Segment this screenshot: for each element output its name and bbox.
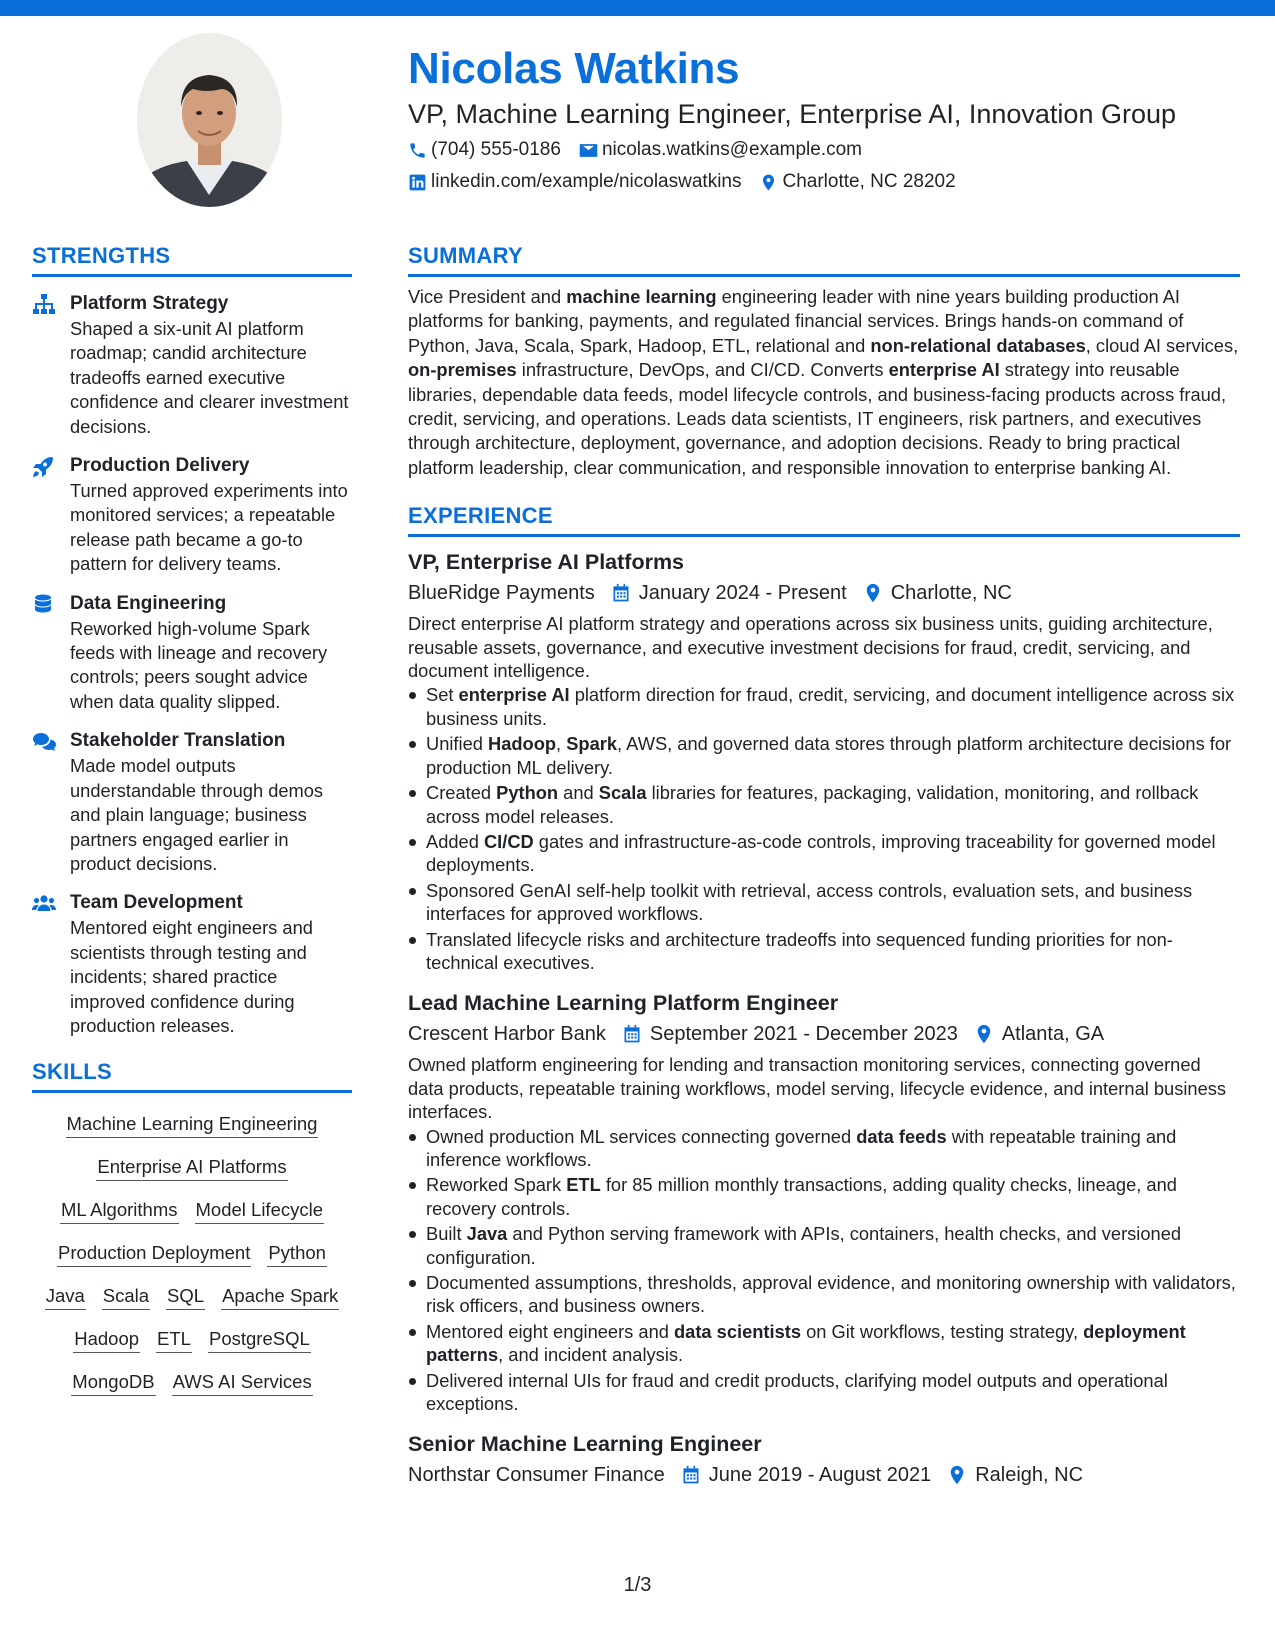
calendar-icon [622, 1024, 642, 1044]
job-location: Raleigh, NC [947, 1460, 1083, 1490]
contact-row-2 [408, 168, 1238, 196]
job-company: Northstar Consumer Finance [408, 1464, 665, 1487]
profile-photo-illustration [137, 33, 282, 207]
strength-item [32, 728, 352, 876]
skill-tag: AWS AI Services [172, 1369, 313, 1396]
rocket-icon [32, 456, 56, 478]
strength-desc: Shaped a six-unit AI platform roadmap; candid architecture tradeoffs earned executive confidence and clearer investment decisions. [70, 318, 349, 437]
strength-desc: Turned approved experiments into monitored services; a repeatable release path became a go-to pattern for delivery teams. [70, 480, 348, 575]
skill-row [63, 1369, 320, 1396]
left-column [32, 242, 352, 1412]
page-number: 1/3 [623, 1574, 652, 1596]
strength-title: Production Delivery [70, 455, 250, 477]
job-dates: June 2019 - August 2021 [681, 1460, 931, 1490]
skill-tag: ETL [156, 1326, 192, 1353]
job-title: Lead Machine Learning Platform Engineer [408, 991, 839, 1016]
job-bullet: Owned production ML services connecting governed data feeds with repeatable training and inference workflows. [408, 1125, 1240, 1172]
job-meta [408, 578, 1240, 608]
linkedin-contact[interactable] [408, 168, 741, 196]
job-title: VP, Enterprise AI Platforms [408, 550, 685, 575]
job-entry [408, 547, 1240, 974]
job-bullet: Reworked Spark ETL for 85 million monthly transactions, adding quality checks, lineage, and recovery controls. [408, 1173, 1240, 1220]
strengths-list [32, 291, 352, 1038]
calendar-icon [611, 583, 631, 603]
skill-tag: SQL [166, 1283, 205, 1310]
users-icon [32, 893, 56, 915]
job-bullets [408, 1125, 1240, 1416]
skill-tag: ML Algorithms [60, 1197, 179, 1224]
job-meta [408, 1460, 1240, 1490]
experience-heading: EXPERIENCE [408, 502, 1240, 537]
location-text: Charlotte, NC 28202 [782, 171, 956, 192]
map-pin-icon [974, 1024, 994, 1044]
skill-tag: Apache Spark [221, 1283, 339, 1310]
skills-list [32, 1111, 352, 1412]
skill-tag: Machine Learning Engineering [66, 1111, 319, 1138]
skills-heading: SKILLS [32, 1058, 352, 1093]
job-bullet: Unified Hadoop, Spark, AWS, and governed data stores through platform architecture decisions for production ML delivery. [408, 732, 1240, 779]
phone-contact[interactable] [408, 136, 561, 164]
strength-title: Team Development [70, 892, 243, 914]
job-company: Crescent Harbor Bank [408, 1023, 606, 1046]
job-company: BlueRidge Payments [408, 582, 595, 605]
map-pin-icon [759, 173, 778, 192]
job-bullet: Sponsored GenAI self-help toolkit with retrieval, access controls, evaluation sets, and business interfaces for approved workflows. [408, 879, 1240, 926]
calendar-icon [681, 1465, 701, 1485]
database-icon [32, 594, 56, 616]
skill-row [37, 1283, 348, 1310]
phone-text: (704) 555-0186 [431, 139, 561, 160]
skill-tag: Model Lifecycle [195, 1197, 325, 1224]
map-pin-icon [863, 583, 883, 603]
skill-tag: Scala [102, 1283, 150, 1310]
job-description: Owned platform engineering for lending and transaction monitoring services, connecting governed data products, repeatable training workflows, model serving, lifecycle evidence, and internal business interfaces. [408, 1054, 1227, 1123]
summary-heading: SUMMARY [408, 242, 1240, 277]
sitemap-icon [32, 294, 56, 316]
location-contact [759, 168, 955, 196]
strength-title: Data Engineering [70, 592, 227, 614]
skill-row [52, 1197, 332, 1224]
email-contact[interactable] [579, 136, 862, 164]
strength-item [32, 291, 352, 439]
job-bullet: Documented assumptions, thresholds, approval evidence, and monitoring ownership with validators, risk officers, and business owners. [408, 1271, 1240, 1318]
skill-tag: Production Deployment [57, 1240, 251, 1267]
job-location: Charlotte, NC [863, 578, 1012, 608]
job-dates: January 2024 - Present [611, 578, 847, 608]
strength-item [32, 890, 352, 1038]
candidate-title: VP, Machine Learning Engineer, Enterprise AI, Innovation Group [408, 99, 1176, 129]
linkedin-icon [408, 173, 427, 192]
skill-tag: Java [45, 1283, 86, 1310]
right-column [408, 242, 1240, 1490]
job-bullet: Added CI/CD gates and infrastructure-as-code controls, improving traceability for governed model deployments. [408, 830, 1240, 877]
strengths-heading: STRENGTHS [32, 242, 352, 277]
skill-tag: Enterprise AI Platforms [96, 1154, 287, 1181]
job-bullet: Translated lifecycle risks and architecture tradeoffs into sequenced funding priorities for non-technical executives. [408, 928, 1240, 975]
skill-tag: PostgreSQL [208, 1326, 311, 1353]
strength-item [32, 591, 352, 715]
skill-tag: Hadoop [73, 1326, 140, 1353]
strength-desc: Reworked high-volume Spark feeds with lineage and recovery controls; peers sought advice when data quality slipped. [70, 617, 328, 712]
strength-item [32, 453, 352, 577]
envelope-icon [579, 141, 598, 160]
job-bullet: Built Java and Python serving framework with APIs, containers, health checks, and versioned configuration. [408, 1222, 1240, 1269]
job-location: Atlanta, GA [974, 1019, 1104, 1049]
candidate-name: Nicolas Watkins [408, 44, 740, 93]
job-bullet: Created Python and Scala libraries for features, packaging, validation, monitoring, and rollback across model releases. [408, 781, 1240, 828]
email-text: nicolas.watkins@example.com [601, 139, 862, 160]
experience-list [408, 547, 1240, 1490]
job-bullet: Mentored eight engineers and data scientists on Git workflows, testing strategy, deployment patterns, and incident analysis. [408, 1320, 1240, 1367]
skill-tag: MongoDB [71, 1369, 155, 1396]
map-pin-icon [947, 1465, 967, 1485]
phone-icon [408, 141, 427, 160]
strength-desc: Made model outputs understandable through demos and plain language; business partners engaged earlier in product decisions. [70, 755, 324, 874]
strength-desc: Mentored eight engineers and scientists through testing and incidents; shared practice improved confidence during production releases. [70, 917, 313, 1036]
strength-title: Platform Strategy [70, 293, 229, 314]
skill-row [88, 1154, 295, 1181]
job-title: Senior Machine Learning Engineer [408, 1432, 762, 1457]
job-entry [408, 1429, 1240, 1490]
job-description: Direct enterprise AI platform strategy and operations across six business units, guiding architecture, reusable assets, governance, and executive investment decisions for fraud, credit, servicing, and document intelligence. [408, 613, 1213, 682]
skill-tag: Python [267, 1240, 327, 1267]
job-bullet: Set enterprise AI platform direction for fraud, credit, servicing, and document intelligence across six business units. [408, 683, 1240, 730]
job-meta [408, 1019, 1240, 1049]
skill-row [58, 1111, 327, 1138]
summary-text: Vice President and machine learning engineering leader with nine years building production AI platforms for banking, payments, and regulated financial services. Brings hands-on command of Python, Java, Scala, Spark, Hadoop, ETL, relational and non-relational databases, cloud AI services, on-premises infrastructure, DevOps, and CI/CD. Converts enterprise AI strategy into reusable libraries, dependable data feeds, model lifecycle controls, and business-facing products across fraud, credit, servicing, and operations. Leads data scientists, IT engineers, risk partners, and executives through architecture, deployment, governance, and adoption decisions. Ready to bring practical platform leadership, clear communication, and responsible innovation to enterprise banking AI. [408, 286, 1239, 478]
strength-title: Stakeholder Translation [70, 730, 286, 752]
skill-row [65, 1326, 319, 1353]
linkedin-text: linkedin.com/example/nicolaswatkins [431, 171, 742, 192]
job-bullet: Delivered internal UIs for fraud and credit products, clarifying model outputs and operational exceptions. [408, 1369, 1240, 1416]
job-entry [408, 988, 1240, 1415]
job-dates: September 2021 - December 2023 [622, 1019, 958, 1049]
skill-row [49, 1240, 335, 1267]
comments-icon [32, 731, 56, 753]
profile-photo [137, 33, 282, 207]
job-bullets [408, 683, 1240, 974]
top-accent-bar [0, 0, 1275, 16]
resume-header [408, 40, 1238, 196]
contact-row-1 [408, 136, 1238, 164]
